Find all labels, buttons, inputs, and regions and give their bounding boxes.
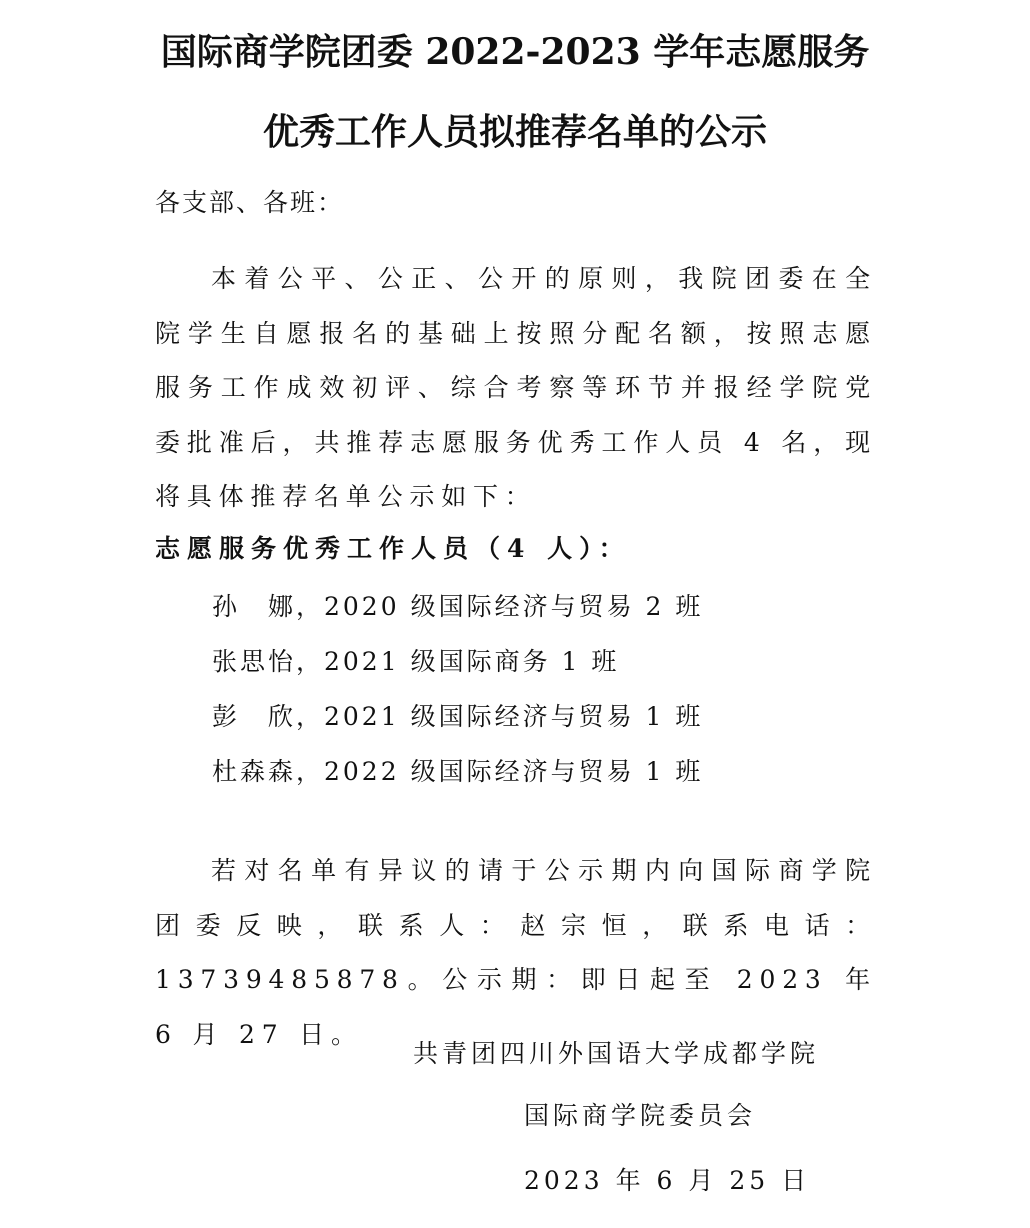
signature-department: 国际商学院委员会	[524, 1101, 757, 1130]
nominee-section-heading: 志愿服务优秀工作人员（4 人）：	[155, 534, 631, 563]
objection-paragraph: 若对名单有异议的请于公示期内向国际商学院团委反映，联系人：赵宗恒，联系电话：13739485878。公示期：即日起至 2023 年 6 月 27 日。	[155, 856, 877, 1049]
signature-date: 2023 年 6 月 25 日	[524, 1166, 811, 1195]
nominee-list	[212, 585, 703, 805]
intro-paragraph: 本着公平、公正、公开的原则，我院团委在全院学生自愿报名的基础上按照分配名额，按照志愿服务工作成效初评、综合考察等环节并报经学院党委批准后，共推荐志愿服务优秀工作人员 4 名，现将具体推荐名单公示如下：	[155, 264, 877, 511]
signature-organization: 共青团四川外国语大学成都学院	[413, 1039, 820, 1068]
nominee-item: 张思怡，2021 级国际商务 1 班	[212, 647, 620, 676]
salutation: 各支部、各班：	[155, 188, 345, 217]
document-title-line-1: 国际商学院团委 2022-2023 学年志愿服务	[160, 31, 870, 73]
nominee-item: 杜森森，2022 级国际经济与贸易 1 班	[212, 757, 704, 786]
nominee-item: 孙 娜，2020 级国际经济与贸易 2 班	[212, 592, 704, 621]
nominee-item: 彭 欣，2021 级国际经济与贸易 1 班	[212, 702, 704, 731]
document-title-line-2: 优秀工作人员拟推荐名单的公示	[262, 111, 767, 153]
